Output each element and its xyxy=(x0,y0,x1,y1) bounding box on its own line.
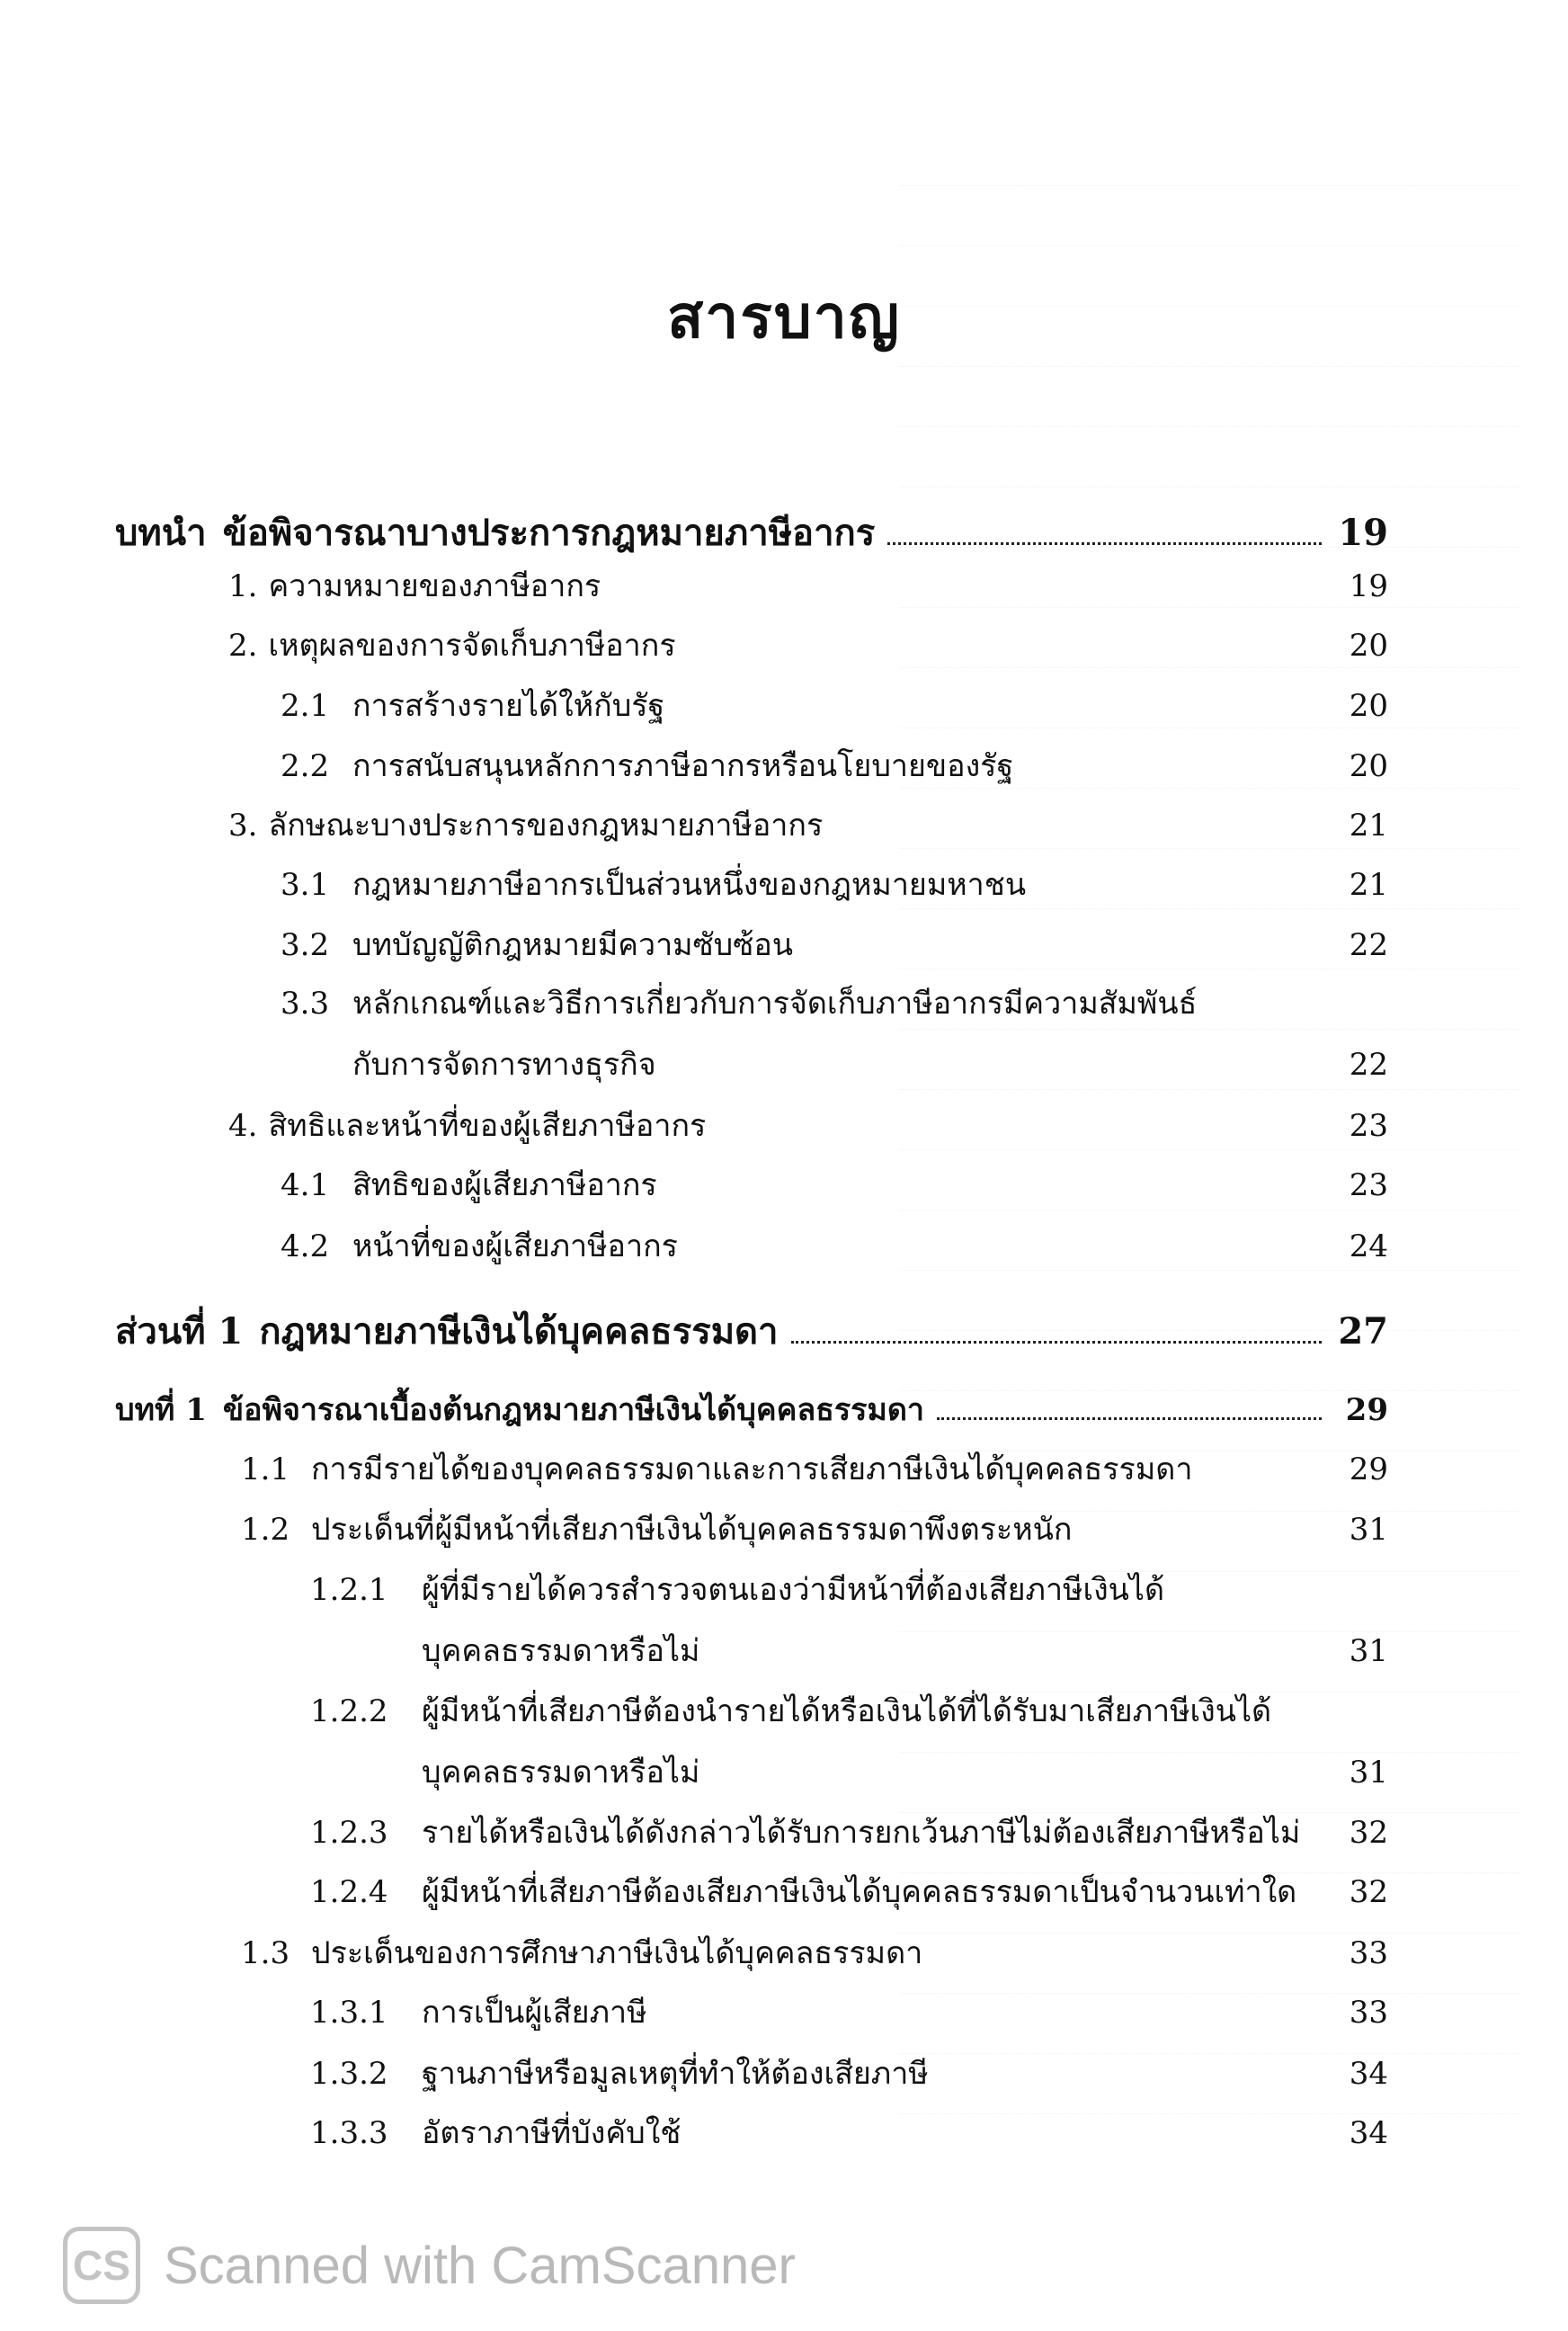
toc-entry-title: รายได้หรือเงินได้ดังกล่าวได้รับการยกเว้นภาษีไม่ต้องเสียภาษีหรือไม่ xyxy=(422,1815,1301,1851)
toc-entry[interactable] xyxy=(281,1040,1388,1088)
dot-leader xyxy=(937,1417,1322,1420)
toc-entry-title: ความหมายของภาษีอากร xyxy=(268,568,601,604)
toc-entry-number: 1.1 xyxy=(241,1451,290,1487)
toc-entry-title: ข้อพิจารณาบางประการกฎหมายภาษีอากร xyxy=(222,512,876,554)
toc-entry-title: การเป็นผู้เสียภาษี xyxy=(422,1995,647,2031)
toc-page-number: 19 xyxy=(1349,568,1388,604)
toc-entry[interactable] xyxy=(228,1101,1388,1149)
toc-entry[interactable] xyxy=(310,1626,1388,1675)
toc-entry-title: ผู้ที่มีรายได้ควรสำรวจตนเองว่ามีหน้าที่ต้องเสียภาษีเงินได้ xyxy=(422,1572,1165,1608)
toc-entry[interactable] xyxy=(281,681,1388,729)
toc-entry[interactable] xyxy=(241,1505,1388,1553)
toc-page-number: 20 xyxy=(1349,628,1388,664)
toc-entry[interactable] xyxy=(281,860,1388,908)
toc-entry[interactable] xyxy=(310,2049,1388,2097)
toc-entry-title: ผู้มีหน้าที่เสียภาษีต้องเสียภาษีเงินได้บุคคลธรรมดาเป็นจำนวนเท่าใด xyxy=(422,1874,1297,1910)
toc-entry-number: 3. xyxy=(228,808,258,844)
toc-entry-title: หลักเกณฑ์และวิธีการเกี่ยวกับการจัดเก็บภาษีอากรมีความสัมพันธ์ xyxy=(352,986,1198,1022)
toc-page-number: 32 xyxy=(1349,1815,1388,1851)
toc-entry[interactable] xyxy=(310,2108,1388,2157)
toc-entry-title: การสร้างรายได้ให้กับรัฐ xyxy=(352,688,665,724)
toc-entry-title: หน้าที่ของผู้เสียภาษีอากร xyxy=(352,1228,678,1264)
scanner-watermark xyxy=(63,2227,796,2304)
toc-entry-number: 2.1 xyxy=(281,688,330,724)
toc-entry-number: 1.3.3 xyxy=(310,2115,388,2151)
toc-entry-number: 1.2.2 xyxy=(310,1693,388,1729)
toc-entry[interactable] xyxy=(310,1565,1388,1613)
toc-entry[interactable] xyxy=(310,1686,1388,1735)
toc-entry-number: 1.2.1 xyxy=(310,1572,388,1608)
toc-entry-title: กับการจัดการทางธุรกิจ xyxy=(352,1047,656,1083)
toc-entry-number: 1. xyxy=(228,568,258,604)
toc-page-number: 33 xyxy=(1349,1995,1388,2031)
toc-entry-title: ข้อพิจารณาเบื้องต้นกฎหมายภาษีเงินได้บุคคลธรรมดา xyxy=(222,1392,925,1428)
toc-entry[interactable] xyxy=(115,1302,1388,1360)
toc-entry-number: 4.1 xyxy=(281,1167,330,1203)
toc-page-number: 29 xyxy=(1345,1392,1388,1428)
toc-entry[interactable] xyxy=(241,1928,1388,1977)
toc-entry-number: บทที่ 1 xyxy=(115,1392,207,1428)
toc-page-number: 32 xyxy=(1349,1874,1388,1910)
toc-entry-title: กฎหมายภาษีเงินได้บุคคลธรรมดา xyxy=(259,1310,779,1353)
toc-entry-number: 2. xyxy=(228,628,258,664)
toc-page-number: 22 xyxy=(1349,1047,1388,1083)
toc-entry[interactable] xyxy=(228,800,1388,849)
toc-entry-number: 1.3 xyxy=(241,1935,290,1971)
toc-entry-number: 1.3.1 xyxy=(310,1995,388,2031)
toc-page-number: 20 xyxy=(1349,688,1388,724)
toc-entry[interactable] xyxy=(310,1747,1388,1796)
toc-page-number: 23 xyxy=(1349,1108,1388,1144)
toc-entry[interactable] xyxy=(228,621,1388,669)
toc-page-number: 31 xyxy=(1349,1755,1388,1791)
toc-page-number: 27 xyxy=(1338,1310,1388,1353)
toc-entry-title: เหตุผลของการจัดเก็บภาษีอากร xyxy=(268,628,676,664)
toc-entry[interactable] xyxy=(115,504,1388,561)
dot-leader xyxy=(791,1341,1323,1344)
toc-entry-number: 4. xyxy=(228,1108,258,1144)
toc-entry[interactable] xyxy=(241,1444,1388,1493)
toc-page-number: 29 xyxy=(1349,1451,1388,1487)
toc-page-number: 23 xyxy=(1349,1167,1388,1203)
toc-entry-title: บทบัญญัติกฎหมายมีความซับซ้อน xyxy=(352,927,793,963)
toc-entry-title: ฐานภาษีหรือมูลเหตุที่ทำให้ต้องเสียภาษี xyxy=(422,2056,929,2092)
toc-entry-title: ผู้มีหน้าที่เสียภาษีต้องนำรายได้หรือเงินได้ที่ได้รับมาเสียภาษีเงินได้ xyxy=(422,1693,1272,1729)
toc-entry-title: สิทธิของผู้เสียภาษีอากร xyxy=(352,1167,657,1203)
toc-entry-title: ประเด็นที่ผู้มีหน้าที่เสียภาษีเงินได้บุคคลธรรมดาพึงตระหนัก xyxy=(311,1512,1073,1548)
toc-entry-number: 1.2.4 xyxy=(310,1874,388,1910)
toc-entry[interactable] xyxy=(281,741,1388,790)
toc-entry-title: อัตราภาษีที่บังคับใช้ xyxy=(422,2115,682,2151)
toc-entry[interactable] xyxy=(281,1160,1388,1209)
toc-page-number: 21 xyxy=(1349,867,1388,903)
toc-entry-number: 3.1 xyxy=(281,867,330,903)
toc-entry-title: ลักษณะบางประการของกฎหมายภาษีอากร xyxy=(268,808,824,844)
toc-page-number: 21 xyxy=(1349,808,1388,844)
camscanner-logo-icon: CS xyxy=(63,2227,140,2304)
dot-leader xyxy=(887,542,1322,545)
toc-page-number: 33 xyxy=(1349,1935,1388,1971)
toc-entry[interactable] xyxy=(228,561,1388,610)
toc-entry-number: บทนำ xyxy=(115,512,207,554)
toc-entry[interactable] xyxy=(281,978,1388,1027)
toc-page-number: 22 xyxy=(1349,927,1388,963)
toc-page-number: 24 xyxy=(1349,1228,1388,1264)
toc-entry-number: ส่วนที่ 1 xyxy=(115,1310,244,1353)
toc-entry-number: 4.2 xyxy=(281,1228,330,1264)
toc-entry-number: 1.3.2 xyxy=(310,2056,388,2092)
toc-entry[interactable] xyxy=(310,1808,1388,1856)
toc-entry-number: 3.2 xyxy=(281,927,330,963)
toc-entry[interactable] xyxy=(310,1867,1388,1916)
toc-entry-title: บุคคลธรรมดาหรือไม่ xyxy=(422,1755,700,1791)
toc-entry-title: การมีรายได้ของบุคคลธรรมดาและการเสียภาษีเงินได้บุคคลธรรมดา xyxy=(311,1451,1193,1487)
toc-page-number: 20 xyxy=(1349,748,1388,784)
watermark-text: Scanned with CamScanner xyxy=(164,2236,796,2295)
page-title: สารบาญ xyxy=(667,281,901,352)
toc-entry-number: 1.2 xyxy=(241,1512,290,1548)
toc-entry-number: 2.2 xyxy=(281,748,330,784)
toc-entry-title: กฎหมายภาษีอากรเป็นส่วนหนึ่งของกฎหมายมหาชน xyxy=(352,867,1027,903)
toc-page-number: 31 xyxy=(1349,1633,1388,1669)
toc-entry-title: ประเด็นของการศึกษาภาษีเงินได้บุคคลธรรมดา xyxy=(311,1935,923,1971)
toc-entry-number: 1.2.3 xyxy=(310,1815,388,1851)
toc-entry-title: การสนับสนุนหลักการภาษีอากรหรือนโยบายของรัฐ xyxy=(352,748,1014,784)
toc-page-number: 34 xyxy=(1349,2056,1388,2092)
toc-entry-title: สิทธิและหน้าที่ของผู้เสียภาษีอากร xyxy=(268,1108,707,1144)
toc-entry-number: 3.3 xyxy=(281,986,330,1022)
toc-entry-title: บุคคลธรรมดาหรือไม่ xyxy=(422,1633,700,1669)
toc-page-number: 31 xyxy=(1349,1512,1388,1548)
toc-page-number: 19 xyxy=(1338,512,1388,554)
toc-entry[interactable] xyxy=(115,1385,1388,1433)
toc-entry[interactable] xyxy=(310,1987,1388,2036)
toc-entry[interactable] xyxy=(281,1221,1388,1270)
toc-page-number: 34 xyxy=(1349,2115,1388,2151)
toc-entry[interactable] xyxy=(281,920,1388,969)
